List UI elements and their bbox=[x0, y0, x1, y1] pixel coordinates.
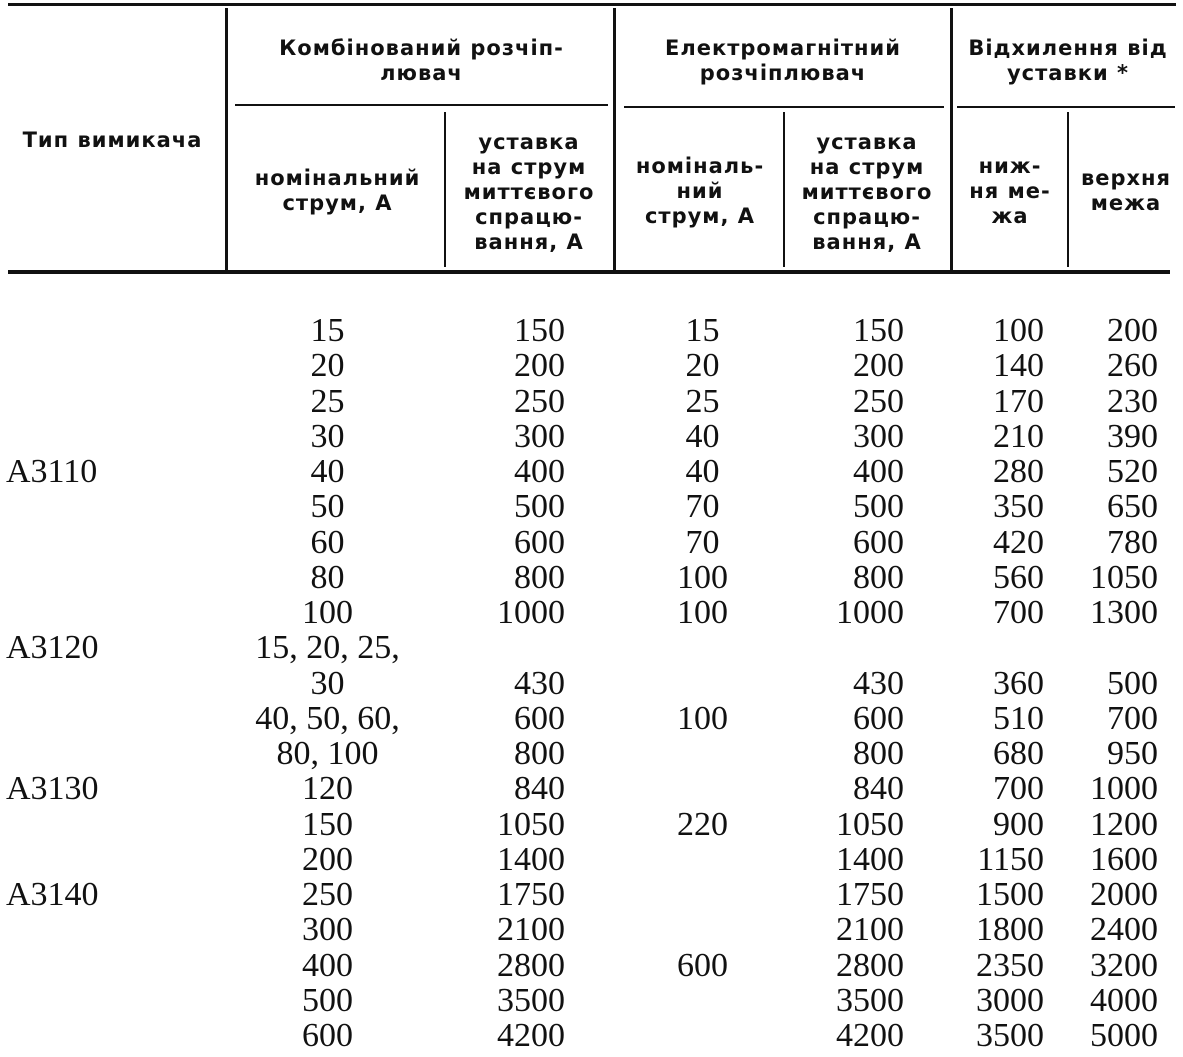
combined-rated-current: 400 bbox=[302, 946, 353, 984]
combined-instant-setting: 1050 bbox=[497, 805, 565, 843]
em-rated-current bbox=[625, 877, 780, 912]
deviation-lower: 1500 bbox=[976, 876, 1044, 913]
combined-instant-setting: 300 bbox=[514, 417, 565, 455]
combined-instant-setting: 4200 bbox=[497, 1017, 565, 1054]
em-instant-setting: 300 bbox=[853, 417, 904, 455]
group1-subrule bbox=[235, 104, 608, 106]
table-row bbox=[0, 313, 1183, 348]
deviation-lower: 360 bbox=[993, 664, 1044, 702]
group3-subrule bbox=[957, 106, 1175, 108]
combined-instant-setting: 500 bbox=[514, 488, 565, 526]
em-rated-current bbox=[625, 666, 780, 701]
deviation-upper: 650 bbox=[1107, 488, 1158, 526]
deviation-lower: 210 bbox=[993, 417, 1044, 455]
combined-rated-current: 15 bbox=[310, 312, 345, 349]
em-rated-current bbox=[625, 771, 780, 806]
deviation-upper: 5000 bbox=[1090, 1017, 1158, 1054]
em-rated-current bbox=[625, 842, 780, 877]
header-group-combined-release: Комбінований розчіп- лювач bbox=[279, 36, 564, 85]
combined-instant-setting: 3500 bbox=[497, 981, 565, 1019]
table-row bbox=[0, 630, 1183, 665]
combined-instant-setting bbox=[440, 630, 565, 665]
combined-rated-current: 20 bbox=[310, 347, 345, 385]
em-rated-current: 220 bbox=[677, 805, 728, 843]
combined-instant-setting: 600 bbox=[514, 699, 565, 737]
table-row bbox=[0, 419, 1183, 454]
em-rated-current: 70 bbox=[685, 488, 720, 526]
em-instant-setting: 840 bbox=[853, 770, 904, 808]
deviation-lower: 3500 bbox=[976, 1017, 1044, 1054]
header-g2-rated-current: номіналь- ний струм, А bbox=[635, 154, 765, 228]
combined-instant-setting: 1400 bbox=[497, 840, 565, 878]
deviation-upper: 230 bbox=[1107, 382, 1158, 420]
column-divider-g2-sub bbox=[783, 112, 785, 267]
combined-rated-current: 25 bbox=[310, 382, 345, 420]
combined-rated-current: 30 bbox=[310, 664, 345, 702]
deviation-lower: 3000 bbox=[976, 981, 1044, 1019]
combined-rated-current: 60 bbox=[310, 523, 345, 561]
header-g1-instant-setting: уставка на струм миттєвого спрацю- вання, А bbox=[463, 130, 595, 254]
em-rated-current bbox=[625, 912, 780, 947]
em-instant-setting: 800 bbox=[853, 735, 904, 772]
combined-rated-current: 300 bbox=[302, 911, 353, 949]
table-row bbox=[0, 807, 1183, 842]
deviation-upper: 390 bbox=[1107, 417, 1158, 455]
table-row bbox=[0, 1018, 1183, 1053]
combined-rated-current: 100 bbox=[302, 594, 353, 631]
deviation-lower: 700 bbox=[993, 594, 1044, 631]
table-row bbox=[0, 948, 1183, 983]
deviation-upper: 500 bbox=[1107, 664, 1158, 702]
header-g1-rated-current: номінальний струм, А bbox=[254, 166, 421, 215]
table-row bbox=[0, 454, 1183, 489]
header-group-setting-deviation: Відхилення від уставки * bbox=[968, 36, 1168, 85]
table-row bbox=[0, 842, 1183, 877]
combined-instant-setting: 150 bbox=[514, 312, 565, 349]
em-instant-setting: 430 bbox=[853, 664, 904, 702]
deviation-upper: 1050 bbox=[1090, 558, 1158, 596]
table-row bbox=[0, 983, 1183, 1018]
deviation-lower: 2350 bbox=[976, 946, 1044, 984]
em-instant-setting: 800 bbox=[853, 558, 904, 596]
combined-instant-setting: 2800 bbox=[497, 946, 565, 984]
combined-instant-setting: 1750 bbox=[497, 876, 565, 913]
em-instant-setting: 1050 bbox=[836, 805, 904, 843]
combined-instant-setting: 800 bbox=[514, 735, 565, 772]
table-row bbox=[0, 912, 1183, 947]
combined-rated-current: 15, 20, 25, bbox=[255, 629, 400, 667]
em-rated-current: 100 bbox=[677, 594, 728, 631]
combined-instant-setting: 400 bbox=[514, 453, 565, 490]
deviation-lower: 350 bbox=[993, 488, 1044, 526]
deviation-upper: 2000 bbox=[1090, 876, 1158, 913]
em-rated-current bbox=[625, 983, 780, 1018]
em-rated-current: 40 bbox=[685, 417, 720, 455]
combined-rated-current: 120 bbox=[302, 770, 353, 808]
em-instant-setting: 150 bbox=[853, 312, 904, 349]
combined-rated-current: 50 bbox=[310, 488, 345, 526]
deviation-upper: 950 bbox=[1107, 735, 1158, 772]
combined-rated-current: 80, 100 bbox=[276, 735, 379, 772]
deviation-upper: 260 bbox=[1107, 347, 1158, 385]
deviation-lower: 560 bbox=[993, 558, 1044, 596]
table-row bbox=[0, 877, 1183, 912]
deviation-upper: 1200 bbox=[1090, 805, 1158, 843]
column-divider-g3-sub bbox=[1067, 112, 1069, 267]
header-group-electromagnetic-release: Електромагнітний розчіплювач bbox=[665, 36, 901, 85]
table-row bbox=[0, 489, 1183, 524]
deviation-upper: 700 bbox=[1107, 699, 1158, 737]
em-instant-setting: 2100 bbox=[836, 911, 904, 949]
combined-rated-current: 80 bbox=[310, 558, 345, 596]
deviation-upper: 1000 bbox=[1090, 770, 1158, 808]
table-row bbox=[0, 736, 1183, 771]
combined-rated-current: 30 bbox=[310, 417, 345, 455]
deviation-lower: 1800 bbox=[976, 911, 1044, 949]
column-divider-group2 bbox=[950, 8, 953, 270]
deviation-lower: 680 bbox=[993, 735, 1044, 772]
combined-rated-current: 600 bbox=[302, 1017, 353, 1054]
em-rated-current bbox=[625, 630, 780, 665]
deviation-lower: 1150 bbox=[977, 840, 1044, 878]
header-g3-upper-limit: верхня межа bbox=[1080, 166, 1172, 215]
combined-instant-setting: 800 bbox=[514, 558, 565, 596]
combined-instant-setting: 430 bbox=[514, 664, 565, 702]
combined-rated-current: 150 bbox=[302, 805, 353, 843]
combined-rated-current: 500 bbox=[302, 981, 353, 1019]
deviation-lower: 420 bbox=[993, 523, 1044, 561]
deviation-upper: 2400 bbox=[1090, 911, 1158, 949]
combined-rated-current: 40 bbox=[310, 453, 345, 490]
deviation-lower: 700 bbox=[993, 770, 1044, 808]
combined-rated-current: 250 bbox=[302, 876, 353, 913]
deviation-upper: 4000 bbox=[1090, 981, 1158, 1019]
header-type: Тип вимикача bbox=[22, 128, 203, 152]
table-row bbox=[0, 771, 1183, 806]
header-g3-lower-limit: ниж- ня ме- жа bbox=[969, 154, 1051, 228]
type-cell: А3130 bbox=[6, 770, 99, 808]
type-cell: А3110 bbox=[6, 453, 98, 490]
column-divider-group1 bbox=[613, 8, 616, 270]
group2-subrule bbox=[624, 106, 944, 108]
em-rated-current: 15 bbox=[685, 312, 720, 349]
em-instant-setting: 400 bbox=[853, 453, 904, 490]
table-row bbox=[0, 384, 1183, 419]
deviation-lower: 100 bbox=[993, 312, 1044, 349]
em-rated-current: 100 bbox=[677, 558, 728, 596]
header-bottom-rule bbox=[8, 270, 1170, 274]
em-instant-setting: 600 bbox=[853, 523, 904, 561]
combined-rated-current: 200 bbox=[302, 840, 353, 878]
em-rated-current bbox=[625, 1018, 780, 1053]
em-instant-setting: 500 bbox=[853, 488, 904, 526]
type-cell: А3120 bbox=[6, 629, 99, 667]
em-instant-setting: 2800 bbox=[836, 946, 904, 984]
deviation-lower: 900 bbox=[993, 805, 1044, 843]
deviation-upper: 780 bbox=[1107, 523, 1158, 561]
em-instant-setting: 1000 bbox=[836, 594, 904, 631]
table-row bbox=[0, 595, 1183, 630]
em-instant-setting: 1750 bbox=[836, 876, 904, 913]
em-rated-current: 40 bbox=[685, 453, 720, 490]
deviation-upper: 520 bbox=[1107, 453, 1158, 490]
column-divider-g1-sub bbox=[444, 112, 446, 267]
table-row bbox=[0, 348, 1183, 383]
table-row bbox=[0, 560, 1183, 595]
column-divider-type bbox=[225, 8, 228, 270]
combined-instant-setting: 200 bbox=[514, 347, 565, 385]
deviation-upper: 200 bbox=[1107, 312, 1158, 349]
deviation-upper bbox=[1060, 630, 1158, 665]
combined-instant-setting: 1000 bbox=[497, 594, 565, 631]
combined-instant-setting: 250 bbox=[514, 382, 565, 420]
deviation-upper: 1600 bbox=[1090, 840, 1158, 878]
em-instant-setting: 200 bbox=[853, 347, 904, 385]
type-cell: А3140 bbox=[6, 876, 99, 913]
em-instant-setting: 3500 bbox=[836, 981, 904, 1019]
em-instant-setting: 4200 bbox=[836, 1017, 904, 1054]
table-row bbox=[0, 525, 1183, 560]
em-rated-current: 20 bbox=[685, 347, 720, 385]
top-rule bbox=[8, 3, 1176, 6]
em-instant-setting: 600 bbox=[853, 699, 904, 737]
deviation-lower: 510 bbox=[993, 699, 1044, 737]
em-rated-current: 100 bbox=[677, 699, 728, 737]
em-instant-setting bbox=[790, 630, 904, 665]
combined-instant-setting: 840 bbox=[514, 770, 565, 808]
header-g2-instant-setting: уставка на струм миттєвого спрацю- вання, А bbox=[801, 130, 933, 254]
table-row bbox=[0, 666, 1183, 701]
deviation-lower: 280 bbox=[993, 453, 1044, 490]
combined-instant-setting: 2100 bbox=[497, 911, 565, 949]
em-rated-current bbox=[625, 736, 780, 771]
em-instant-setting: 1400 bbox=[836, 840, 904, 878]
combined-instant-setting: 600 bbox=[514, 523, 565, 561]
deviation-upper: 3200 bbox=[1090, 946, 1158, 984]
deviation-lower: 140 bbox=[993, 347, 1044, 385]
deviation-lower: 170 bbox=[993, 382, 1044, 420]
combined-rated-current: 40, 50, 60, bbox=[255, 699, 400, 737]
table-row bbox=[0, 701, 1183, 736]
em-rated-current: 600 bbox=[677, 946, 728, 984]
em-rated-current: 25 bbox=[685, 382, 720, 420]
em-instant-setting: 250 bbox=[853, 382, 904, 420]
deviation-upper: 1300 bbox=[1090, 594, 1158, 631]
deviation-lower bbox=[945, 630, 1044, 665]
em-rated-current: 70 bbox=[685, 523, 720, 561]
